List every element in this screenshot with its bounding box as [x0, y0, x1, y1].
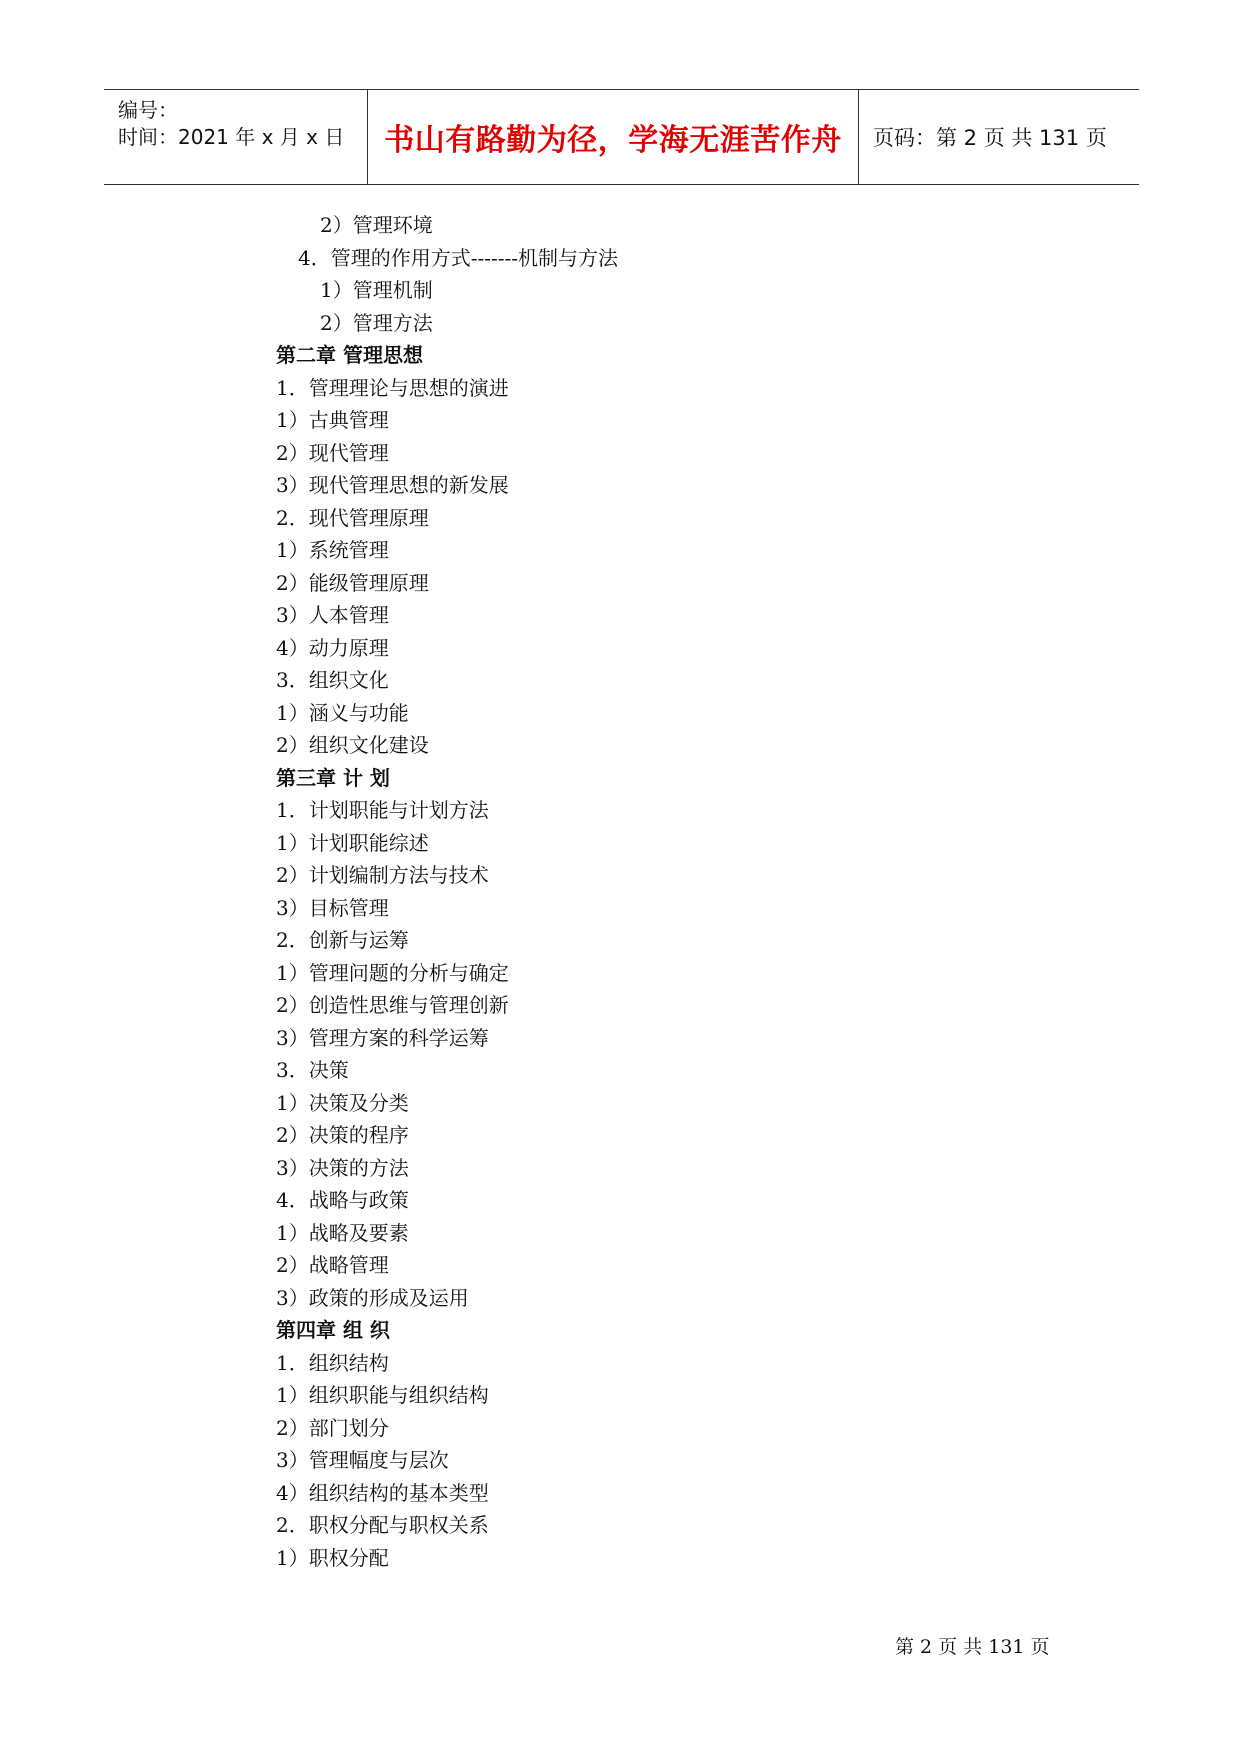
outline-item: 2）能级管理原理 [276, 571, 429, 595]
outline-item: 2）决策的程序 [276, 1123, 409, 1147]
outline-item: 4．管理的作用方式-------机制与方法 [298, 246, 619, 270]
outline-item: 2）创造性思维与管理创新 [276, 993, 509, 1017]
outline-item: 2）管理环境 [320, 213, 433, 237]
outline-item: 1）职权分配 [276, 1546, 389, 1570]
outline-item: 1）古典管理 [276, 408, 389, 432]
header-page-cell [859, 90, 1139, 184]
outline-item: 2．职权分配与职权关系 [276, 1513, 489, 1537]
outline-item: 1）系统管理 [276, 538, 389, 562]
outline-item: 1）决策及分类 [276, 1091, 409, 1115]
outline-item: 1．计划职能与计划方法 [276, 798, 489, 822]
document-header [104, 89, 1139, 185]
chapter-heading: 第二章 管理思想 [276, 343, 423, 367]
outline-item: 3）管理方案的科学运筹 [276, 1026, 489, 1050]
outline-item: 3）决策的方法 [276, 1156, 409, 1180]
outline-item: 4）动力原理 [276, 636, 389, 660]
outline-item: 4）组织结构的基本类型 [276, 1481, 489, 1505]
outline-item: 2）现代管理 [276, 441, 389, 465]
outline-item: 1）组织职能与组织结构 [276, 1383, 489, 1407]
outline-item: 3）管理幅度与层次 [276, 1448, 449, 1472]
outline-item: 2．现代管理原理 [276, 506, 429, 530]
outline-item: 2）部门划分 [276, 1416, 389, 1440]
outline-item: 3．组织文化 [276, 668, 389, 692]
outline-item: 3．决策 [276, 1058, 349, 1082]
outline-item: 2）组织文化建设 [276, 733, 429, 757]
outline-item: 2）管理方法 [320, 311, 433, 335]
outline-item: 1）计划职能综述 [276, 831, 429, 855]
outline-item: 1）战略及要素 [276, 1221, 409, 1245]
header-page-info: 页码：第 2 页 共 131 页 [873, 126, 1107, 150]
time-label: 时间：2021 年 x 月 x 日 [118, 125, 345, 149]
outline-item: 2）战略管理 [276, 1253, 389, 1277]
chapter-heading: 第三章 计 划 [276, 766, 390, 790]
outline-item: 1．管理理论与思想的演进 [276, 376, 509, 400]
outline-item: 1）管理机制 [320, 278, 433, 302]
motto-text: 书山有路勤为径，学海无涯苦作舟 [384, 123, 842, 158]
outline-item: 1．组织结构 [276, 1351, 389, 1375]
outline-item: 3）现代管理思想的新发展 [276, 473, 509, 497]
outline-item: 3）目标管理 [276, 896, 389, 920]
outline-item: 1）管理问题的分析与确定 [276, 961, 509, 985]
chapter-heading: 第四章 组 织 [276, 1318, 390, 1342]
serial-label: 编号： [118, 98, 178, 122]
header-motto-cell [368, 90, 859, 184]
outline-item: 1）涵义与功能 [276, 701, 409, 725]
outline-item: 3）政策的形成及运用 [276, 1286, 469, 1310]
page-footer: 第 2 页 共 131 页 [895, 1636, 1050, 1658]
outline-item: 4．战略与政策 [276, 1188, 409, 1212]
header-meta-cell [104, 90, 368, 184]
outline-item: 2．创新与运筹 [276, 928, 409, 952]
outline-item: 3）人本管理 [276, 603, 389, 627]
outline-item: 2）计划编制方法与技术 [276, 863, 489, 887]
